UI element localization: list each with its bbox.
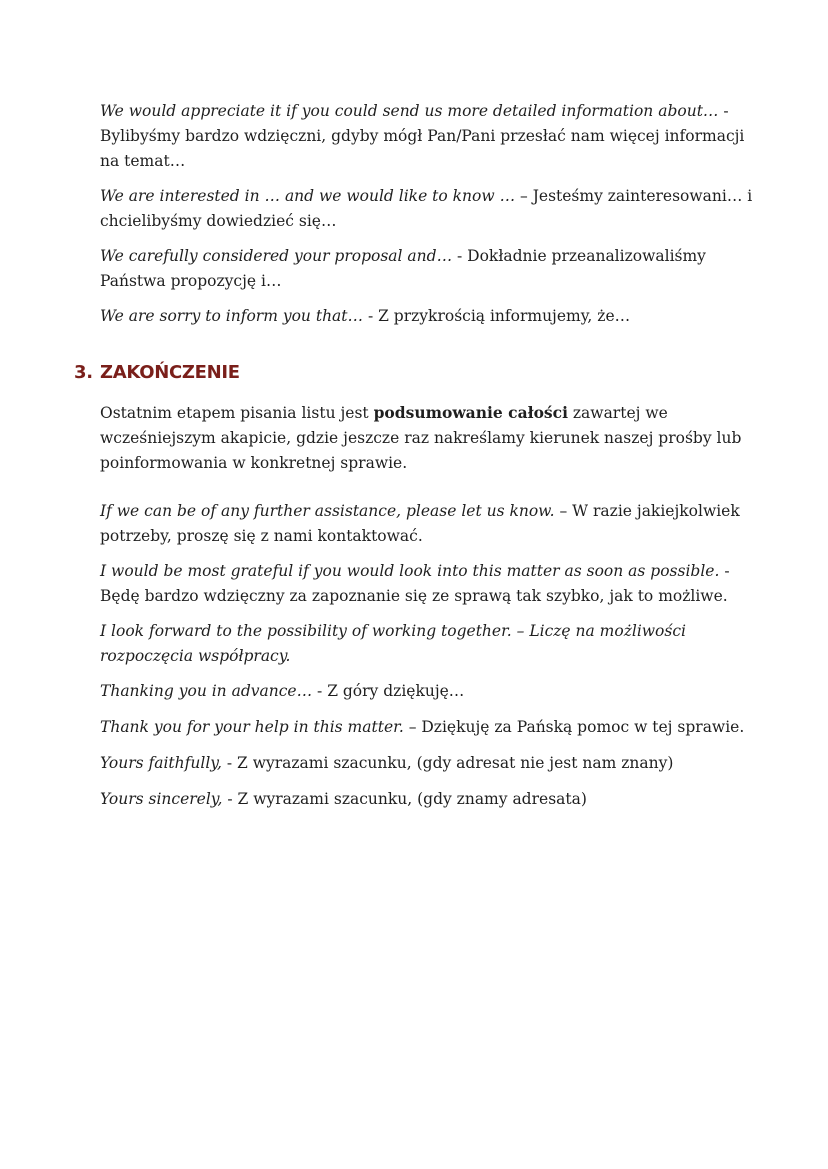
phrase-assistance xyxy=(100,499,765,549)
phrase-polish: Jesteśmy zainteresowani… i chcielibyśmy dowiedzieć się… xyxy=(100,187,753,230)
phrase-english: We are interested in … and we would like to know … xyxy=(100,187,516,205)
phrase-english: We are sorry to inform you that… xyxy=(100,307,364,325)
phrase-polish: Bylibyśmy bardzo wdzięczni, gdyby mógł Pan/Pani przesłać nam więcej informacji na temat… xyxy=(100,127,745,170)
phrase-separator: - xyxy=(222,790,238,808)
phrase-separator: - xyxy=(718,102,729,120)
phrase-separator: - xyxy=(312,682,328,700)
phrase-faithfully xyxy=(100,751,765,776)
phrase-grateful xyxy=(100,559,765,609)
phrase-polish: Z wyrazami szacunku, (gdy adresat nie jest nam znany) xyxy=(237,754,674,772)
intro-text: Ostatnim etapem pisania listu jest xyxy=(100,404,374,422)
phrase-english: I look forward to the possibility of working together. – Liczę na możliwości rozpoczęcia współpracy. xyxy=(100,622,686,665)
phrase-english: Yours faithfully, xyxy=(100,754,222,772)
phrase-polish: Dziękuję za Pańską pomoc w tej sprawie. xyxy=(421,718,745,736)
phrase-english: We would appreciate it if you could send us more detailed information about… xyxy=(100,102,719,120)
phrase-interested xyxy=(100,184,765,234)
phrase-polish: Z góry dziękuję… xyxy=(327,682,465,700)
phrase-separator: - xyxy=(363,307,379,325)
phrase-polish: Z wyrazami szacunku, (gdy znamy adresata) xyxy=(237,790,587,808)
phrase-thank-you xyxy=(100,715,765,740)
intro-bold: podsumowanie całości xyxy=(373,403,568,422)
phrase-english: We carefully considered your proposal and… xyxy=(100,247,453,265)
phrase-polish: Dokładnie przeanalizowaliśmy Państwa propozycję i… xyxy=(100,247,706,290)
phrase-considered xyxy=(100,244,765,294)
phrase-separator: - xyxy=(719,562,730,580)
intro-text-end: zawartej we wcześniejszym akapicie, gdzie jeszcze raz nakreślamy kierunek naszej prośby lub poinformowania w konkretnej sprawie. xyxy=(100,404,742,472)
phrase-separator: - xyxy=(452,247,468,265)
section-number: 3. xyxy=(74,362,93,383)
phrase-separator: – xyxy=(403,718,422,736)
phrase-english: Yours sincerely, xyxy=(100,790,223,808)
phrase-english: Thank you for your help in this matter. xyxy=(100,718,404,736)
phrase-separator: – xyxy=(515,187,533,205)
phrase-english: If we can be of any further assistance, please let us know. xyxy=(100,502,555,520)
phrase-english: I would be most grateful if you would look into this matter as soon as possible. xyxy=(100,562,720,580)
section-heading xyxy=(74,360,240,386)
section-title: ZAKOŃCZENIE xyxy=(100,362,240,383)
phrase-appreciate xyxy=(100,99,765,174)
phrase-polish: Z przykrością informujemy, że… xyxy=(378,307,631,325)
phrase-look-forward xyxy=(100,619,765,669)
phrase-separator: – xyxy=(554,502,573,520)
phrase-sorry xyxy=(100,304,765,329)
phrase-polish: Będę bardzo wdzięczny za zapoznanie się ze sprawą tak szybko, jak to możliwe. xyxy=(100,587,728,605)
phrase-polish: W razie jakiejkolwiek potrzeby, proszę się z nami kontaktować. xyxy=(100,502,740,545)
section-intro xyxy=(100,400,765,476)
phrase-separator: - xyxy=(221,754,237,772)
phrase-sincerely xyxy=(100,787,765,812)
phrase-thanking xyxy=(100,679,765,704)
phrase-english: Thanking you in advance… xyxy=(100,682,313,700)
